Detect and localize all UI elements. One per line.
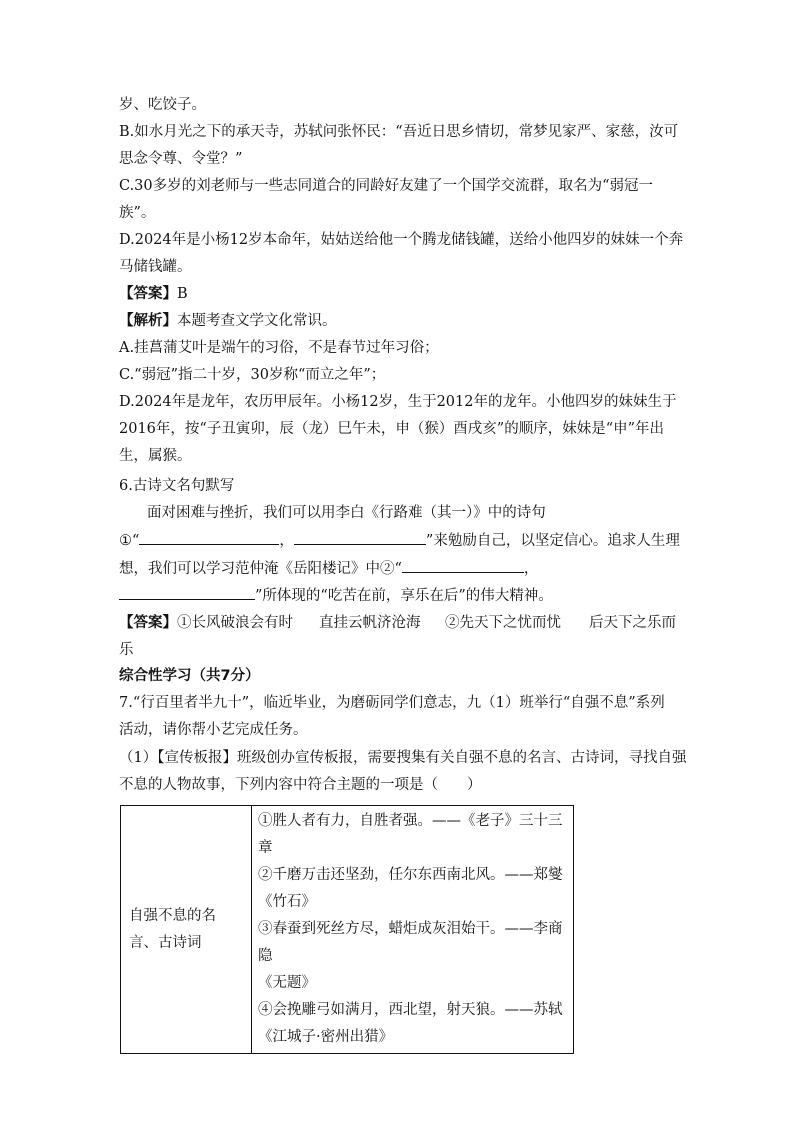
text-line: 岁、吃饺子。 bbox=[119, 97, 206, 113]
text-line: 不息的人物故事，下列内容中符合主题的一项是（ ） bbox=[119, 777, 482, 793]
q6-answer-part: ②先天下之忧而忧 bbox=[445, 615, 561, 631]
fill-line: 想，我们可以学习范仲淹《岳阳楼记》中②“ ， bbox=[119, 558, 538, 579]
answer-value: B bbox=[177, 286, 188, 302]
blank-2[interactable] bbox=[294, 530, 426, 545]
fill-line: ①“ ， ”来勉励自己，以坚定信心。追求人生理 bbox=[119, 530, 680, 551]
text-line: 思念令尊、令堂？” bbox=[119, 151, 243, 167]
text-line: A.挂菖蒲艾叶是端午的习俗，不是春节过年习俗； bbox=[119, 340, 439, 356]
option-d-line: D.2024年是小杨12岁本命年，姑姑送给他一个腾龙储钱罐，送给小他四岁的妹妹一个奔 bbox=[119, 232, 684, 248]
blank-4[interactable] bbox=[119, 585, 255, 600]
option-b-line: B.如水月光之下的承天寺，苏轼问张怀民：“吾近日思乡情切，常梦见家严、家慈，汝可 bbox=[119, 124, 679, 140]
quotes-table bbox=[120, 805, 574, 1054]
text-line: 马储钱罐。 bbox=[119, 259, 192, 275]
answer-label: 【答案】 bbox=[119, 286, 177, 302]
quote-line: ①胜人者有力，自胜者强。——《老子》三十三章 bbox=[258, 813, 563, 856]
q6-answer-line: 【答案】①长风破浪会有时 bbox=[119, 615, 293, 631]
q6-answer-part: 后天下之乐而 bbox=[589, 615, 676, 631]
question-7-line: 7.“行百里者半九十”，临近毕业，为磨砺同学们意志，九（1）班举行“自强不息”系列 bbox=[119, 695, 665, 711]
analysis-line bbox=[119, 311, 337, 331]
text-line: 面对困难与挫折，我们可以用李白《行路难（其一）》中的诗句 bbox=[147, 505, 546, 521]
text-line: （1）【宣传板报】班级创办宣传板报，需要搜集有关自强不息的名言、古诗词，寻找自强 bbox=[119, 750, 687, 766]
analysis-label: 【解析】 bbox=[119, 313, 177, 329]
q6-answer-part: 直挂云帆济沧海 bbox=[319, 615, 421, 631]
fill-line: ”所体现的“吃苦在前，享乐在后”的伟大精神。 bbox=[119, 585, 553, 606]
option-c-line: C.30多岁的刘老师与一些志同道合的同龄好友建了一个国学交流群，取名为“弱冠一 bbox=[119, 178, 654, 194]
quote-line: ③春蚕到死丝方尽，蜡炬成灰泪始干。——李商隐 bbox=[258, 921, 563, 964]
quote-line: 《竹石》 bbox=[258, 894, 316, 910]
section-title: 综合性学习（共7分） bbox=[119, 668, 260, 684]
blank-1[interactable] bbox=[139, 530, 279, 545]
quote-line: 《无题》 bbox=[258, 975, 316, 991]
table-right-cell bbox=[252, 806, 574, 1054]
analysis-text: 本题考查文学文化常识。 bbox=[177, 313, 337, 329]
blank-3[interactable] bbox=[402, 558, 524, 573]
table-left-cell: 自强不息的名 言、古诗词 bbox=[121, 806, 252, 1054]
text-line: 族”。 bbox=[119, 205, 156, 221]
text-line: D.2024年是龙年，农历甲辰年。小杨12岁，生于2012年的龙年。小他四岁的妹妹生于 bbox=[119, 394, 677, 410]
answer-label: 【答案】 bbox=[119, 615, 177, 631]
text-line: 活动，请你帮小艺完成任务。 bbox=[119, 722, 308, 738]
text-line: 2016年，按“子丑寅卯，辰（龙）巳午未，申（猴）酉戌亥”的顺序，妹妹是“申”年出 bbox=[119, 421, 665, 437]
q6-answer-part: 乐 bbox=[119, 642, 134, 658]
answer-line bbox=[119, 284, 188, 304]
quote-line: ②千磨万击还坚劲，任尔东西南北风。——郑燮 bbox=[258, 867, 563, 883]
text-line: C.“弱冠”指二十岁，30岁称“而立之年”； bbox=[119, 367, 386, 383]
quote-line: 《江城子·密州出猎》 bbox=[258, 1029, 394, 1045]
quote-line: ④会挽雕弓如满月，西北望，射天狼。——苏轼 bbox=[258, 1002, 563, 1018]
question-6-title: 6.古诗文名句默写 bbox=[119, 478, 235, 494]
text-line: 生，属猴。 bbox=[119, 448, 192, 464]
